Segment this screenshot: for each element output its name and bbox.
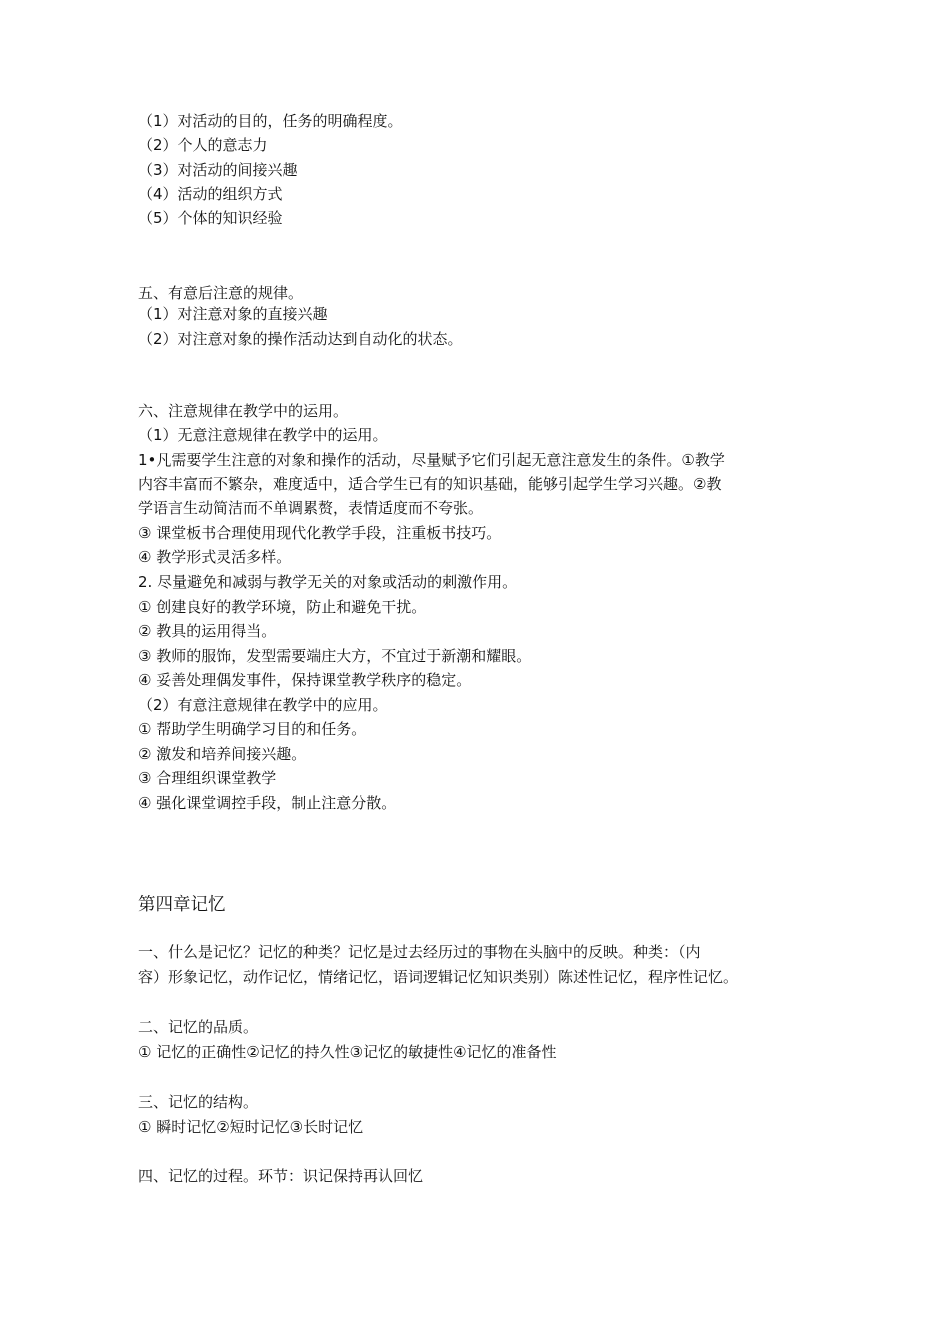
text-line: 一、什么是记忆？记忆的种类？记忆是过去经历过的事物在头脑中的反映。种类：（内 [138,943,701,961]
text-line: （2）个人的意志力 [138,136,268,154]
text-line: 容）形象记忆，动作记忆，情绪记忆，语词逻辑记忆知识类别）陈述性记忆，程序性记忆。 [138,968,739,986]
text-line: ① 记忆的正确性②记忆的持久性③记忆的敏捷性④记忆的准备性 [138,1043,557,1061]
text-line: （2）有意注意规律在教学中的应用。 [138,696,388,714]
text-line: ② 教具的运用得当。 [138,622,277,640]
text-line: ③ 教师的服饰，发型需要端庄大方，不宜过于新潮和耀眼。 [138,647,532,665]
text-line: （5）个体的知识经验 [138,209,283,227]
text-line: （4）活动的组织方式 [138,185,283,203]
text-line: （3）对活动的间接兴趣 [138,161,298,179]
text-line: （1）无意注意规律在教学中的运用。 [138,426,388,444]
section-heading: 二、记忆的品质。 [138,1018,259,1036]
text-line: ④ 教学形式灵活多样。 [138,548,292,566]
text-line: ④ 强化课堂调控手段，制止注意分散。 [138,794,397,812]
text-line: ④ 妥善处理偶发事件，保持课堂教学秩序的稳定。 [138,671,472,689]
text-line: 内容丰富而不繁杂，难度适中，适合学生已有的知识基础，能够引起学生学习兴趣。②教 [138,475,722,493]
text-line: ① 创建良好的教学环境，防止和避免干扰。 [138,598,427,616]
text-line: ③ 课堂板书合理使用现代化教学手段，注重板书技巧。 [138,524,502,542]
text-line: ① 瞬时记忆②短时记忆③长时记忆 [138,1118,364,1136]
text-line: 1•凡需要学生注意的对象和操作的活动，尽量赋予它们引起无意注意发生的条件。①教学 [138,451,725,469]
section-heading: 六、注意规律在教学中的运用。 [138,402,349,420]
text-line: ① 帮助学生明确学习目的和任务。 [138,720,367,738]
text-line: 2. 尽量避免和减弱与教学无关的对象或活动的刺激作用。 [138,573,518,591]
text-line: （1）对活动的目的，任务的明确程度。 [138,112,403,130]
text-line: （1）对注意对象的直接兴趣 [138,305,328,323]
text-line: （2）对注意对象的操作活动达到自动化的状态。 [138,330,463,348]
section-heading: 四、记忆的过程。环节：识记保持再认回忆 [138,1167,424,1185]
section-heading: 五、有意后注意的规律。 [138,284,304,302]
text-line: ③ 合理组织课堂教学 [138,769,277,787]
section-heading: 三、记忆的结构。 [138,1093,259,1111]
text-line: ② 激发和培养间接兴趣。 [138,745,307,763]
text-line: 学语言生动简洁而不单调累赘，表情适度而不夸张。 [138,499,484,517]
chapter-title: 第四章记忆 [138,895,226,915]
